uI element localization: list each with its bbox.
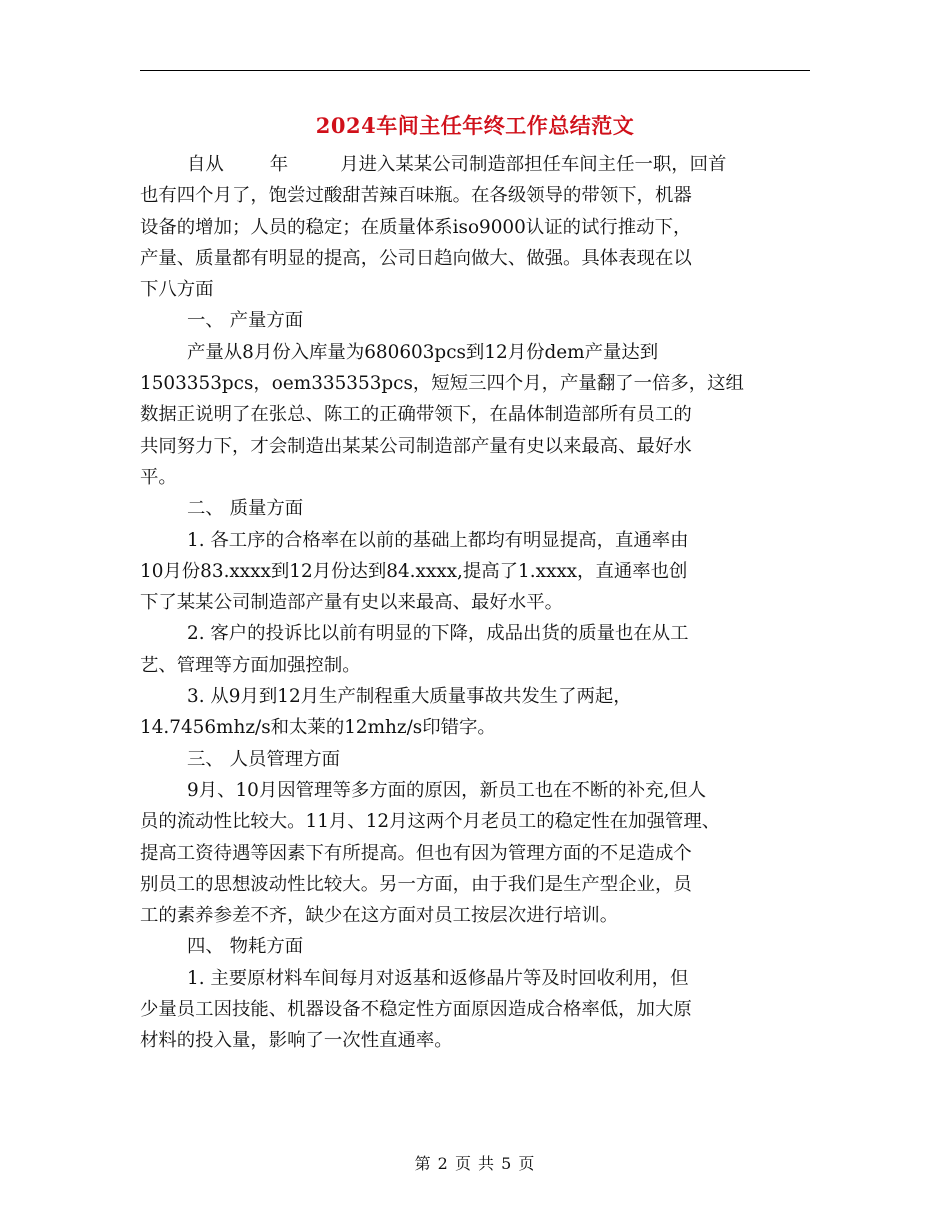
body-line: 1503353pcs，oem335353pcs，短短三四个月，产量翻了一倍多，这组 — [140, 373, 744, 395]
body-line: 材料的投入量，影响了一次性直通率。 — [140, 1030, 453, 1052]
body-line: 二、 质量方面 — [187, 498, 304, 520]
document-body — [140, 149, 810, 1057]
body-line: 产量从8月份入库量为680603pcs到12月份dem产量达到 — [187, 341, 659, 363]
body-line: 1. 主要原材料车间每月对返基和返修晶片等及时回收利用，但 — [187, 967, 689, 989]
body-line: 10月份83.xxxx到12月份达到84.xxxx,提高了1.xxxx，直通率也创 — [140, 560, 688, 582]
body-line: 四、 物耗方面 — [187, 936, 304, 958]
body-line: 产量、质量都有明显的提高，公司日趋向做大、做强。具体表现在以 — [140, 247, 692, 269]
body-line: 员的流动性比较大。11月、12月这两个月老员工的稳定性在加强管理、 — [140, 811, 721, 833]
body-line: 少量员工因技能、机器设备不稳定性方面原因造成合格率低，加大原 — [140, 999, 692, 1021]
body-line: 下了某某公司制造部产量有史以来最高、最好水平。 — [140, 592, 563, 614]
body-line: 共同努力下，才会制造出某某公司制造部产量有史以来最高、最好水 — [140, 435, 692, 457]
body-line: 工的素养参差不齐，缺少在这方面对员工按层次进行培训。 — [140, 905, 619, 927]
body-line: 平。 — [140, 466, 177, 488]
body-text-fragment: 年 — [269, 154, 289, 175]
body-line: 设备的增加；人员的稳定；在质量体系iso9000认证的试行推动下， — [140, 216, 692, 238]
body-line: 9月、10月因管理等多方面的原因，新员工也在不断的补充,但人 — [187, 779, 707, 801]
body-line: 14.7456mhz/s和太莱的12mhz/s印错字。 — [140, 717, 496, 739]
body-line: 三、 人员管理方面 — [187, 748, 340, 770]
body-line: 艺、管理等方面加强控制。 — [140, 654, 361, 676]
page-footer: 第 2 页 共 5 页 — [414, 1154, 536, 1173]
body-line: 也有四个月了，饱尝过酸甜苦辣百味瓶。在各级领导的带领下，机器 — [140, 185, 692, 207]
body-line: 3. 从9月到12月生产制程重大质量事故共发生了两起， — [187, 686, 632, 708]
body-line: 下八方面 — [140, 279, 214, 301]
body-line: 1. 各工序的合格率在以前的基础上都均有明显提高，直通率由 — [187, 529, 689, 551]
body-line: 数据正说明了在张总、陈工的正确带领下，在晶体制造部所有员工的 — [140, 404, 692, 426]
body-line: 别员工的思想波动性比较大。另一方面，由于我们是生产型企业，员 — [140, 873, 692, 895]
body-line: 2. 客户的投诉比以前有明显的下降，成品出货的质量也在从工 — [187, 623, 689, 645]
body-text-fragment: 自从 — [187, 154, 224, 175]
body-line: 提高工资待遇等因素下有所提高。但也有因为管理方面的不足造成个 — [140, 842, 692, 864]
body-line: 一、 产量方面 — [187, 310, 304, 332]
document-title: 2024车间主任年终工作总结范文 — [315, 113, 635, 138]
header-rule — [140, 70, 810, 71]
body-line — [140, 149, 810, 180]
body-text-fragment: 月进入某某公司制造部担任车间主任一职，回首 — [340, 154, 727, 175]
